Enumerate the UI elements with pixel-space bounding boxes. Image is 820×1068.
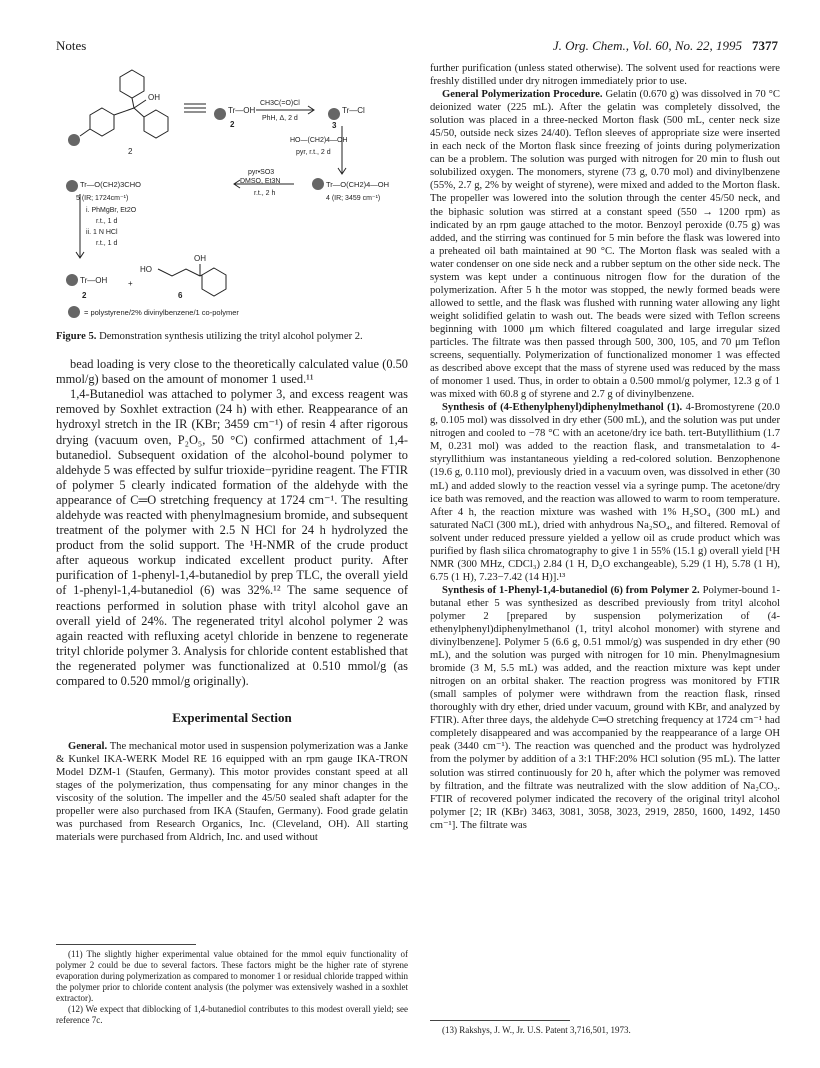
footnote: (11) The slightly higher experimental value obtained for the mmol equiv functionality of polymer 2 could be due to several factors. These factors might be the higher rate of styrene evaporation during polymerization as compared to monomer 1 or residual chloride trapped within the polymer prior to chloride content analysis (the polymer was extensively washed in a soxhlet extractor).	[56, 949, 408, 1003]
paragraph: 1,4-Butanediol was attached to polymer 3, and excess reagent was removed by Soxhlet extraction (24 h) with ether. Reappearance of an hydroxyl stretch in the IR (KBr; 3459 cm⁻¹) of resin 4 after rigorous drying (vacuum oven, P₂O₅, 50 °C) confirmed attachment of 1,4-butanediol. Subsequent oxidation of the alcohol-bound polymer to aldehyde 5 was effected by sulfur trioxide−pyridine reagent. The FTIR of polymer 5 clearly indicated formation of the aldehyde with the appearance of C═O stretching frequency at 1724 cm⁻¹. The resulting aldehyde was reacted with phenylmagnesium bromide, and subsequent treatment of the polymer with 2.5 N HCl for 24 h hydrolyzed the product from the solid support. The ¹H-NMR of the crude product after aqueous workup indicated excellent product purity. After purification of 1-phenyl-1,4-butanediol by prep TLC, the overall yield of 1-phenyl-1,4-butanediol (6) was 32%.¹² The same sequence of reactions performed in solution phase with trityl alcohol gave an overall yield of 24%. The regenerated trityl alcohol polymer 2 was again reacted with refluxing acetyl chloride in benzene to regenerate trityl chloride polymer 3. Analysis for chloride content established that the regenerated polymer was functionalized at 0.510 mmol/g (as compared to 0.520 mmol/g originally).	[56, 387, 408, 689]
label-compound-3: 3	[332, 121, 337, 130]
phenyl-ring-right	[144, 110, 168, 138]
reaction-scheme-svg	[56, 62, 408, 324]
phenyl-ring-product	[202, 268, 226, 296]
paragraph-synthesis-1: Synthesis of (4-Ethenylphenyl)diphenylmethanol (1). 4-Bromostyrene (20.0 g, 0.105 mol) was dissolved in dry ether (500 mL), and the solution was put under nitrogen and cooled to −78 °C with an acetone/dry ice bath. tert-Butyllithium (1.7 M, 0.231 mol) was added to the reaction flask, and transmetalation to 4-styryllithium was instantaneous yielding a red-colored solution. Benzophenone (19.6 g, 0.110 mol), previously dried in a vacuum oven, was dissolved in ether (30 mL) and added slowly to the reaction vessel via a syringe pump. The acetone/dry ice bath was removed, and the reaction was allowed to warm to room temperature. After 4 h, the reaction mixture was washed with 1% H₂SO₄ (300 mL) and saturated NaCl (300 mL), dried with anhydrous Na₂SO₄, and filtered. Removal of solvent under reduced pressure yielded a yellow oil as crude product which was purified by flash silica chromatography to give 1 in 55% (15.1 g) overall yield [¹H NMR (300 MHz, CDCl₃) 2.84 (1 H, D₂O exchangeable), 5.29 (1 H), 5.78 (1 H), 6.75 (1 H), 7.23−7.42 (14 H)].¹³	[430, 402, 780, 583]
figure-caption-label: Figure 5.	[56, 331, 97, 342]
label-oh-product: OH	[194, 254, 206, 263]
reagent-pyridine: pyr, r.t., 2 d	[296, 149, 331, 156]
figure-caption	[56, 330, 408, 343]
label-ho: HO	[140, 265, 152, 274]
polymer-bead-icon	[66, 274, 78, 286]
reagent-hcl: ii. 1 N HCl	[86, 229, 118, 236]
reagent-butanediol: HO—(CH2)4—OH	[290, 137, 348, 144]
label-compound-2-left: 2	[128, 147, 133, 156]
label-tr-oh-product: Tr—OH	[80, 276, 108, 285]
journal-citation: J. Org. Chem., Vol. 60, No. 22, 1995	[552, 38, 742, 53]
label-tr-o-butanal: Tr—O(CH2)3CHO	[80, 180, 141, 189]
label-compound-6: 6	[178, 291, 183, 300]
running-header-right	[553, 38, 778, 54]
reagent-pyr-so3: pyr•SO3	[248, 169, 275, 176]
footnote-rule	[430, 1020, 570, 1021]
left-column	[56, 62, 408, 845]
paragraph-polymerization: General Polymerization Procedure. Gelatin (0.670 g) was dissolved in 70 °C deionized water (225 mL). After the gelatin was completely dissolved, the solution was placed in a three-necked Morton flask (500 mL, center neck size 45/50, outside neck sizes 24/40). Teflon sleeves of appropriate size were inserted in each neck of the Morton flask since freezing of joints during polymerization can be a problem. The solution was purged with nitrogen for 20 min to flush out solubilized oxygen. The monomers, styrene (73 g, 0.70 mol) and divinylbenzene (55%, 2.7 g, 2% by weight of styrene), were mixed and added to the Morton flask. The propeller was lowered into the solution through the center 45/50 neck, and the biphasic solution was stirred at a constant speed (550 → 1200 rpm) as indicated by an rpm gauge attached to the motor. Benzoyl peroxide (0.75 g) was added, and the stirring was continued for 5 min before the flask was lowered into a preheated oil bath maintained at 90 °C. The Morton flask was sealed with a water condenser on one side neck and a rubber septum on the other side neck. The system was kept under a continuous nitrogen flow for the duration of the polymerization. After 5 h the motor was stopped, the newly formed beads were allowed to settle, and the flask was flushed with running water allowing any light weight solidified gelatin to wash out. The beads were sized with Teflon screens beginning with 1000 μm which filtered coagulated and large irregular sized particles. The filtrate was then passed through 500, 300, 105, and 70 μm Teflon screens, sequentially. Polymerization of functionalized monomer 1 was effected as described above except that the mass of styrene used was reduced by the mass of monomer 1 used. Thus, in order to obtain a 0.500 mmol/g polymer, 12.3 g of 1 was mixed with 60.8 g of styrene and 2.7 g of divinylbenzene.	[430, 89, 780, 401]
run-in-heading: General Polymerization Procedure.	[442, 89, 603, 101]
polymer-legend: = polystyrene/2% divinylbenzene/1 co-polymer	[84, 308, 239, 317]
figure-5-scheme	[56, 62, 408, 324]
label-compound-2: 2	[230, 120, 235, 129]
paragraph: bead loading is very close to the theoretically calculated value (0.50 mmol/g) based on the amount of monomer 1 used.¹¹	[56, 357, 408, 387]
reagent-dmso: DMSO, Et3N	[240, 178, 281, 185]
footnote: (12) We expect that diblocking of 1,4-butanediol contributes to this modest overall yield; see reference 7c.	[56, 1004, 408, 1025]
footnotes-left	[56, 944, 408, 1026]
run-in-heading: Synthesis of (4-Ethenylphenyl)diphenylmethanol (1).	[442, 402, 683, 414]
figure-caption-text: Demonstration synthesis utilizing the trityl alcohol polymer 2.	[96, 331, 363, 342]
label-compound-4: 4 (IR; 3459 cm⁻¹)	[326, 195, 381, 202]
footnote: (13) Rakshys, J. W., Jr. U.S. Patent 3,716,501, 1973.	[442, 1025, 631, 1035]
label-compound-5: 5 (IR; 1724cm⁻¹)	[76, 195, 129, 202]
polymer-bead-icon	[214, 108, 226, 120]
polymer-bead-icon	[328, 108, 340, 120]
reagent-phmgbr: i. PhMgBr, Et2O	[86, 207, 137, 214]
reagent-time-2h: r.t., 2 h	[254, 190, 276, 197]
polymer-bead-icon	[68, 306, 80, 318]
label-compound-2-product: 2	[82, 291, 87, 300]
label-tr-cl: Tr—Cl	[342, 106, 365, 115]
label-oh-top: OH	[148, 93, 160, 102]
reagent-rt-1d-a: r.t., 1 d	[96, 218, 118, 225]
phenyl-ring-top	[120, 70, 144, 98]
page-number: 7377	[752, 38, 778, 53]
paragraph: further purification (unless stated otherwise). The solvent used for reactions were freshly distilled under dry nitrogen immediately prior to use.	[430, 63, 780, 88]
paragraph-synthesis-6: Synthesis of 1-Phenyl-1,4-butanediol (6) from Polymer 2. Polymer-bound 1-butanal ether 5 was synthesized as described previously from trityl alcohol polymer 2 [prepared by suspension polymerization of (4-ethenylphenyl)diphenylmethanol (1, trityl alcohol monomer) with styrene and divinylbenzene]. Polymer 5 (6.6 g, 0.51 mmol/g) was suspended in dry ether (90 mL), and the solution was purged with nitrogen for 10 min. Phenylmagnesium bromide (3 M, 5.5 mL) was added, and the reaction mixture was kept under nitrogen on an orbital shaker. The reaction progress was monitored by FTIR (small samples of polymer were withdrawn from the reaction flask, rinsed thoroughly with dry ether, dried under vacuum, ground with KBr, and analyzed by FTIR). After three days, the aldehyde C═O stretching frequency at 1724 cm⁻¹ had completely disappeared and was accompanied by the reappearance of a large OH peak (3440 cm⁻¹). The reaction was quenched and the product was hydrolyzed from the polymer by addition of a 3:1 THF:20% HCl solution (95 mL). The latter solution was stirred continuously for 20 h, after which the polymer was removed by filtration, and the filtrate was neutralized with the slow addition of Na₂CO₃. FTIR of recovered polymer indicated the recovery of the original trityl alcohol polymer [2; IR (KBr) 3463, 3081, 3058, 3023, 2919, 2850, 1600, 1492, 1450 cm⁻¹]. The filtrate was	[430, 584, 780, 831]
polymer-bead-icon	[312, 178, 324, 190]
phenyl-ring-left	[90, 108, 114, 136]
footnote-rule	[56, 944, 196, 945]
section-title: Experimental Section	[172, 710, 292, 726]
run-in-heading: General.	[68, 741, 108, 753]
right-column	[430, 62, 780, 832]
left-body	[56, 357, 408, 689]
reagent-acetyl-chloride: CH3C(=O)Cl	[260, 100, 300, 107]
polymer-bead-icon	[66, 180, 78, 192]
footnotes-right	[430, 1020, 780, 1036]
butane-chain	[158, 269, 200, 276]
label-plus: +	[128, 279, 133, 288]
running-header-left: Notes	[56, 38, 87, 53]
reagent-benzene: PhH, Δ, 2 d	[262, 115, 298, 122]
label-tr-o-butanol: Tr—O(CH2)4—OH	[326, 180, 390, 189]
label-tr-oh: Tr—OH	[228, 106, 256, 115]
paragraph-general: General. The mechanical motor used in suspension polymerization was a Janke & Kunkel IKA-WERK Model RE 16 equipped with an rpm gauge IKA-TRON Model DZM-1 (Staufen, Germany). This motor provides constant speed at all stages of the polymerization, thus compensating for any minor changes in the viscosity of the solution. The impeller and the 45/50 sealed shaft adapter for the propeller were also purchased from IKA (Staufen, Germany). Food grade gelatin was purchased from Research Organics, Inc. (Cleveland, OH). All starting materials were purchased from Aldrich, Inc. and used without	[56, 741, 408, 844]
polymer-bead-icon	[68, 134, 80, 146]
reagent-rt-1d-b: r.t., 1 d	[96, 240, 118, 247]
run-in-heading: Synthesis of 1-Phenyl-1,4-butanediol (6) from Polymer 2.	[442, 584, 700, 596]
